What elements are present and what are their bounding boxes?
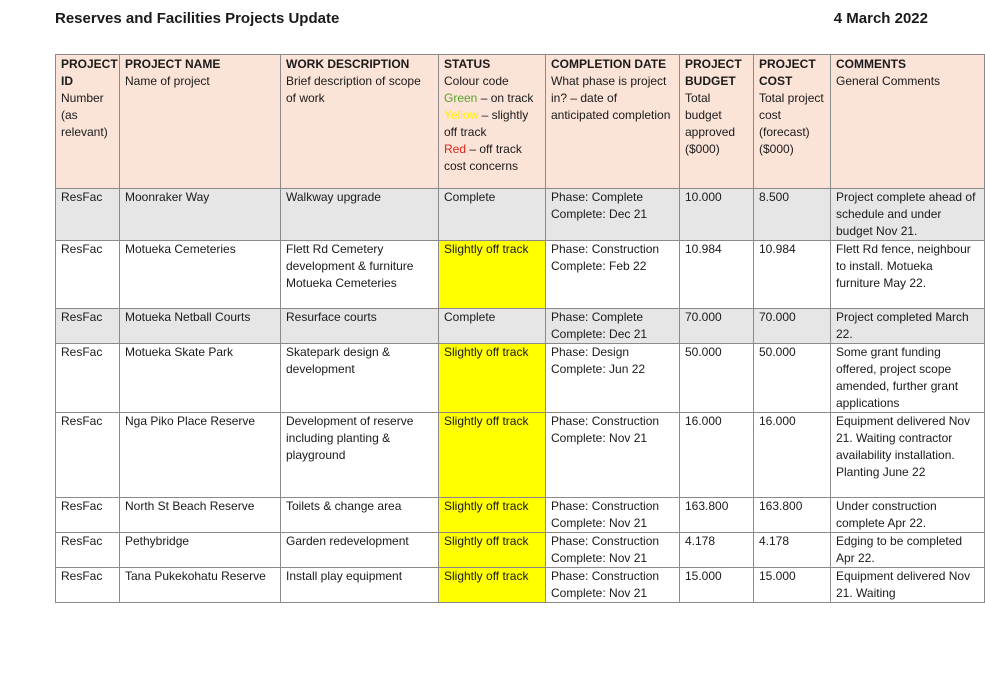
legend-red-text: – off track cost concerns [444,142,522,173]
cell-project-id: ResFac [56,241,120,309]
header-desc: Total budget approved ($000) [685,91,736,156]
document-title: Reserves and Facilities Projects Update [55,10,340,27]
cell-cost: 50.000 [754,344,831,413]
cell-project-name: Nga Piko Place Reserve [120,413,281,498]
cell-completion-date [546,568,680,603]
header-status [439,55,546,189]
phase-text: Phase: Construction [551,414,660,428]
cell-cost: 16.000 [754,413,831,498]
cell-project-name: Motueka Cemeteries [120,241,281,309]
cell-comments: Project complete ahead of schedule and under budget Nov 21. [831,189,985,241]
cell-completion-date [546,344,680,413]
cell-budget: 163.800 [680,498,754,533]
table-row [56,241,985,309]
cell-budget: 16.000 [680,413,754,498]
cell-project-name: Moonraker Way [120,189,281,241]
header-title: PROJECT COST [759,57,816,88]
cell-project-name: Motueka Skate Park [120,344,281,413]
header-desc: Name of project [125,74,210,88]
cell-project-id: ResFac [56,344,120,413]
header-desc: What phase is project in? – date of anticipated completion [551,74,671,122]
phase-text: Phase: Complete [551,190,644,204]
cell-work-description: Skatepark design & development [281,344,439,413]
legend-green-text: – on track [477,91,534,105]
header-completion-date [546,55,680,189]
phase-text: Phase: Complete [551,310,644,324]
cell-budget: 50.000 [680,344,754,413]
complete-text: Complete: Dec 21 [551,327,648,341]
cell-comments: Equipment delivered Nov 21. Waiting contractor availability installation. Planting June 22 [831,413,985,498]
cell-status: Complete [439,189,546,241]
cell-project-id: ResFac [56,533,120,568]
cell-budget: 10.000 [680,189,754,241]
cell-budget: 15.000 [680,568,754,603]
cell-status: Slightly off track [439,241,546,309]
cell-work-description: Flett Rd Cemetery development & furniture Motueka Cemeteries [281,241,439,309]
cell-status: Slightly off track [439,344,546,413]
complete-text: Complete: Nov 21 [551,431,648,445]
cell-work-description: Toilets & change area [281,498,439,533]
legend-green-word: Green [444,91,478,105]
cell-cost: 70.000 [754,309,831,344]
cell-work-description: Install play equipment [281,568,439,603]
cell-project-name: Tana Pukekohatu Reserve [120,568,281,603]
complete-text: Complete: Nov 21 [551,586,648,600]
cell-work-description: Resurface courts [281,309,439,344]
cell-project-name: North St Beach Reserve [120,498,281,533]
table-row [56,568,985,603]
phase-text: Phase: Construction [551,569,660,583]
cell-cost: 10.984 [754,241,831,309]
cell-project-id: ResFac [56,189,120,241]
phase-text: Phase: Design [551,345,630,359]
document-date: 4 March 2022 [833,10,928,27]
complete-text: Complete: Feb 22 [551,259,647,273]
header-project-budget [680,55,754,189]
header-desc: Number (as relevant) [61,91,108,139]
cell-status: Complete [439,309,546,344]
complete-text: Complete: Jun 22 [551,362,646,376]
cell-status: Slightly off track [439,498,546,533]
header-project-id [56,55,120,189]
cell-project-id: ResFac [56,568,120,603]
project-rows [56,189,985,603]
legend-yellow-word: Yellow [444,108,479,122]
cell-budget: 70.000 [680,309,754,344]
header-work-description [281,55,439,189]
header-title: PROJECT NAME [125,57,221,71]
document-header [55,10,928,30]
header-project-cost [754,55,831,189]
table-row [56,533,985,568]
header-title: PROJECT ID [61,57,118,88]
cell-cost: 15.000 [754,568,831,603]
header-title: COMMENTS [836,57,906,71]
cell-cost: 163.800 [754,498,831,533]
cell-status: Slightly off track [439,533,546,568]
header-desc: Colour code [444,74,509,88]
cell-comments: Under construction complete Apr 22. [831,498,985,533]
cell-completion-date [546,413,680,498]
status-legend-green [444,90,540,107]
projects-table [55,54,985,603]
cell-work-description: Garden redevelopment [281,533,439,568]
cell-completion-date [546,309,680,344]
table-row [56,344,985,413]
header-desc: Total project cost (forecast) ($000) [759,91,824,156]
cell-work-description: Walkway upgrade [281,189,439,241]
cell-project-name: Motueka Netball Courts [120,309,281,344]
cell-completion-date [546,498,680,533]
table-header-row [56,55,985,189]
complete-text: Complete: Nov 21 [551,516,648,530]
cell-status: Slightly off track [439,568,546,603]
table-row [56,189,985,241]
cell-comments: Edging to be completed Apr 22. [831,533,985,568]
status-legend-red [444,141,540,175]
header-title: WORK DESCRIPTION [286,57,410,71]
cell-project-id: ResFac [56,498,120,533]
cell-comments: Project completed March 22. [831,309,985,344]
phase-text: Phase: Construction [551,242,660,256]
complete-text: Complete: Nov 21 [551,551,648,565]
phase-text: Phase: Construction [551,499,660,513]
header-title: COMPLETION DATE [551,57,667,71]
cell-status: Slightly off track [439,413,546,498]
legend-red-word: Red [444,142,467,156]
phase-text: Phase: Construction [551,534,660,548]
cell-completion-date [546,241,680,309]
cell-comments: Flett Rd fence, neighbour to install. Motueka furniture May 22. [831,241,985,309]
cell-comments: Some grant funding offered, project scope amended, further grant applications [831,344,985,413]
complete-text: Complete: Dec 21 [551,207,648,221]
cell-budget: 10.984 [680,241,754,309]
header-title: PROJECT BUDGET [685,57,742,88]
header-comments [831,55,985,189]
cell-completion-date [546,533,680,568]
table-row [56,498,985,533]
cell-cost: 8.500 [754,189,831,241]
header-project-name [120,55,281,189]
cell-project-id: ResFac [56,309,120,344]
cell-comments: Equipment delivered Nov 21. Waiting [831,568,985,603]
cell-completion-date [546,189,680,241]
header-desc: Brief description of scope of work [286,74,421,105]
table-row [56,413,985,498]
cell-project-name: Pethybridge [120,533,281,568]
table-row [56,309,985,344]
cell-budget: 4.178 [680,533,754,568]
status-legend-yellow [444,107,540,141]
legend-yellow-text: – slightly off track [444,108,529,139]
cell-project-id: ResFac [56,413,120,498]
header-desc: General Comments [836,74,941,88]
cell-work-description: Development of reserve including planting & playground [281,413,439,498]
header-title: STATUS [444,57,491,71]
cell-cost: 4.178 [754,533,831,568]
